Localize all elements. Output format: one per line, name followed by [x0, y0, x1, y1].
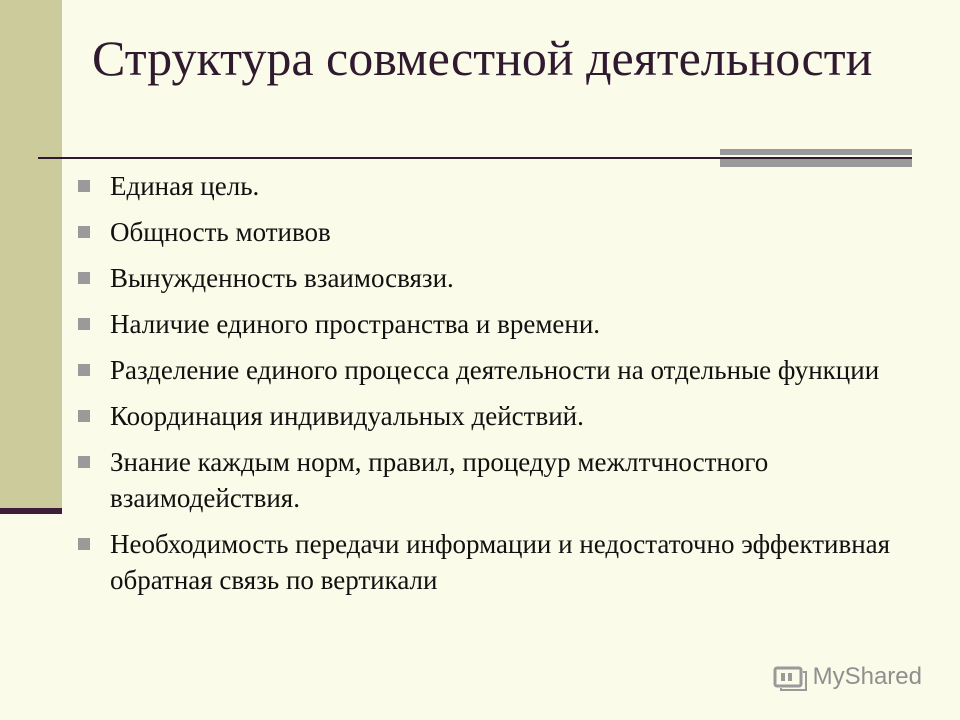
list-item-text: Необходимость передачи информации и недостаточно эффективная обратная связь по вертикали	[110, 529, 891, 595]
list-item-text: Общность мотивов	[110, 217, 331, 247]
list-item-text: Знание каждым норм, правил, процедур межлтчностного взаимодействия.	[110, 447, 769, 513]
left-band-accent-bar	[0, 508, 62, 514]
list-item	[78, 260, 918, 296]
left-decorative-band	[0, 0, 62, 512]
slide-title: Структура совместной деятельности	[92, 30, 873, 86]
square-bullet-icon	[78, 272, 90, 284]
watermark	[773, 662, 922, 692]
title-underline-accent	[720, 149, 912, 167]
list-item	[78, 398, 918, 434]
square-bullet-icon	[78, 456, 90, 468]
square-bullet-icon	[78, 226, 90, 238]
list-item-text: Координация индивидуальных действий.	[110, 401, 584, 431]
mshared-logo-icon	[773, 662, 807, 692]
list-item-text: Единая цель.	[110, 171, 260, 201]
list-item-text: Наличие единого пространства и времени.	[110, 309, 601, 339]
bullet-list	[78, 168, 918, 598]
square-bullet-icon	[78, 318, 90, 330]
list-item	[78, 306, 918, 342]
list-item	[78, 168, 918, 204]
list-item	[78, 444, 918, 516]
list-item	[78, 526, 918, 598]
watermark-text: MyShared	[812, 663, 922, 690]
list-item	[78, 352, 918, 388]
list-item	[78, 214, 918, 250]
list-item-text: Вынужденность взаимосвязи.	[110, 263, 454, 293]
square-bullet-icon	[78, 180, 90, 192]
list-item-text: Разделение единого процесса деятельности на отдельные функции	[110, 355, 880, 385]
square-bullet-icon	[78, 538, 90, 550]
square-bullet-icon	[78, 410, 90, 422]
square-bullet-icon	[78, 364, 90, 376]
